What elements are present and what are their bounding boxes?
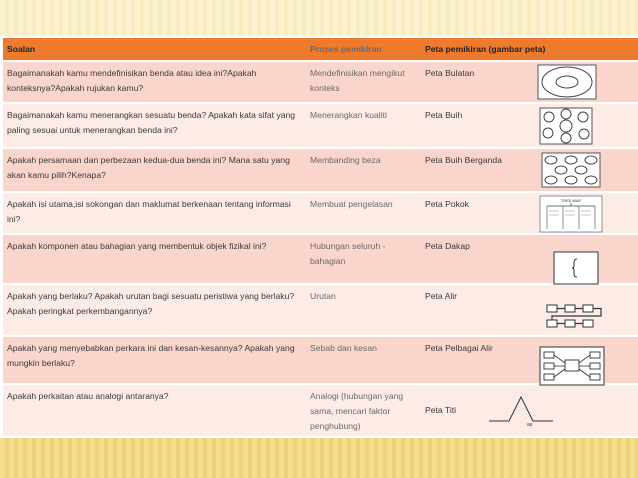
proses-cell: Mendefinisikan mengikut konteks [306, 61, 421, 103]
brace-map-icon [553, 251, 599, 285]
table-row [3, 284, 638, 336]
soalan-cell: Apakah isi utama,isi sokongan dan maklumat berkenaan tentang informasi ini? [3, 192, 306, 234]
peta-cell: Peta Titi [425, 405, 457, 415]
table-row [3, 148, 638, 192]
proses-cell: Membuat pengelasan [306, 192, 421, 234]
soalan-cell: Apakah persamaan dan perbezaan kedua-dua benda ini? Mana satu yang akan kamu pilih?Kenapa? [3, 148, 306, 192]
header-proses: Proses pemikiran [306, 38, 421, 61]
table-row [3, 103, 638, 148]
header-soalan: Soalan [3, 38, 306, 61]
multi-flow-map-icon [539, 346, 605, 386]
table-row [3, 192, 638, 234]
soalan-cell: Bagaimanakah kamu menerangkan sesuatu benda? Apakah kata sifat yang paling sesuai untuk menerangkan benda ini? [3, 103, 306, 148]
soalan-cell: Bagaimanakah kamu mendefinisikan benda atau idea ini?Apakah konteksnya?Apakah rujukan kamu? [3, 61, 306, 103]
circle-map-icon [537, 64, 597, 100]
double-bubble-map-icon [541, 152, 601, 188]
tree-map-label: TREE MAP [560, 198, 582, 203]
soalan-cell: Apakah komponen atau bahagian yang membentuk objek fizikal ini? [3, 234, 306, 284]
peta-cell: Peta Pokok [425, 199, 469, 209]
peta-cell: Peta Dakap [425, 241, 470, 251]
proses-cell: Membanding beza [306, 148, 421, 192]
proses-cell: Menerangkan kualiti [306, 103, 421, 148]
proses-cell: Urutan [306, 284, 421, 336]
tree-map-icon [539, 195, 603, 233]
peta-cell: Peta Buih Berganda [425, 155, 502, 165]
bubble-map-icon [539, 107, 593, 145]
proses-cell: Sebab dan kesan [306, 336, 421, 384]
soalan-cell: Apakah yang berlaku? Apakah urutan bagi sesuatu peristiwa yang berlaku?Apakah peringkat perkembangannya? [3, 284, 306, 336]
proses-cell: Hubungan seluruh - bahagian [306, 234, 421, 284]
proses-cell: Analogi (hubungan yang sama, mencari faktor penghubung) [306, 384, 421, 436]
bridge-map-icon [487, 391, 569, 427]
bridge-map-label: as [527, 422, 533, 427]
peta-cell: Peta Buih [425, 110, 463, 120]
peta-cell: Peta Alir [425, 291, 458, 301]
header-peta: Peta pemikiran (gambar peta) [421, 38, 638, 61]
table-row [3, 336, 638, 384]
table-row [3, 61, 638, 103]
table-row [3, 234, 638, 284]
table-row [3, 384, 638, 436]
soalan-cell: Apakah yang menyebabkan perkara ini dan kesan-kesannya? Apakah yang mungkin berlaku? [3, 336, 306, 384]
footer-band [0, 438, 638, 478]
thinking-maps-table [3, 38, 638, 436]
flow-map-icon [545, 303, 607, 331]
peta-cell: Peta Pelbagai Alir [425, 343, 493, 353]
peta-cell: Peta Bulatan [425, 68, 475, 78]
soalan-cell: Apakah perkaitan atau analogi antaranya? [3, 384, 306, 436]
